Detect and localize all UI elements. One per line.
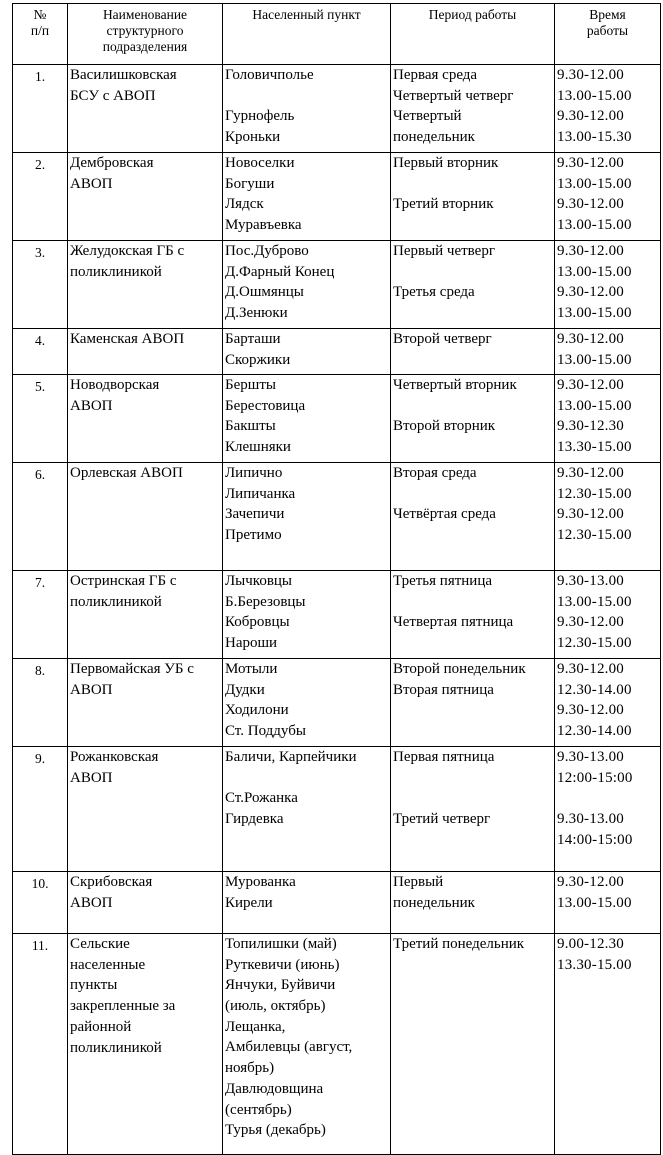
period-cell-line (393, 396, 554, 417)
settlement-cell-line: Претимо (225, 527, 282, 544)
row-number: 3. (13, 241, 68, 329)
time-cell-line: 9.30-12.00 (557, 377, 624, 393)
time-cell-line: 9.30-12.00 (557, 506, 624, 523)
unit-name-line: районной (70, 1018, 132, 1035)
period-cell (391, 65, 555, 153)
settlement-cell-line: Амбилевцы (август, (225, 1039, 353, 1056)
table-row (13, 329, 661, 375)
unit-name-line: поликлиникой (70, 593, 162, 610)
header-period: Период работы (391, 4, 555, 65)
table-row (13, 747, 661, 872)
settlement-cell-line: Кирели (225, 894, 273, 911)
settlement-cell-line: Зачепичи (225, 506, 285, 523)
table-row (13, 241, 661, 329)
settlement-cell-line: Бакшты (225, 418, 276, 435)
settlement-cell (223, 571, 391, 659)
table-row (13, 375, 661, 463)
settlement-cell-line: (июль, октябрь) (225, 998, 326, 1015)
row-number: 1. (13, 65, 68, 153)
time-cell-line: 13.30-15.00 (557, 439, 632, 456)
settlement-cell-line: Д.Фарный Конец (225, 263, 335, 280)
time-cell-line: 9.30-12.00 (557, 155, 624, 171)
settlement-cell-line: Мотыли (225, 661, 278, 677)
unit-name-line: Остринская ГБ с (70, 573, 177, 589)
settlement-cell-line: Гирдевка (225, 811, 284, 828)
time-cell-line: 12.30-15.00 (557, 527, 632, 544)
time-cell-line: 9.30-13.00 (557, 811, 624, 828)
time-cell-line: 13.00-15.00 (557, 894, 632, 911)
settlement-cell (223, 659, 391, 747)
settlement-cell-line: Ходилони (225, 702, 289, 719)
unit-name-line: БСУ с АВОП (70, 87, 156, 104)
table-row (13, 934, 661, 1155)
settlement-cell-line: Муравъевка (225, 217, 302, 234)
row-number: 2. (13, 153, 68, 241)
settlement-cell-line: Топилишки (май) (225, 936, 337, 952)
settlement-cell-line: Лядск (225, 196, 264, 213)
unit-name (68, 934, 223, 1155)
period-cell (391, 571, 555, 659)
settlement-cell-line: Скоржики (225, 351, 291, 368)
unit-name-line: Скрибовская (70, 874, 153, 890)
settlement-cell-line: Д.Ошмянцы (225, 284, 304, 301)
unit-name (68, 659, 223, 747)
time-cell (555, 65, 661, 153)
unit-name (68, 375, 223, 463)
period-cell-line: Второй четверг (393, 331, 492, 347)
unit-name-line: Каменская АВОП (70, 331, 185, 347)
settlement-cell (223, 375, 391, 463)
settlement-cell-line: Б.Березовцы (225, 593, 306, 610)
period-cell-line: Первый (393, 874, 444, 890)
settlement-cell (223, 241, 391, 329)
period-cell-line (393, 215, 554, 236)
settlement-cell-line (225, 768, 390, 789)
settlement-cell-line: Клешняки (225, 439, 291, 456)
time-cell-line: 12:00-15:00 (557, 769, 633, 786)
settlement-cell-line: Гурнофель (225, 108, 295, 125)
settlement-cell-line: Нароши (225, 635, 278, 652)
time-cell-line: 9.00-12.30 (557, 936, 624, 952)
settlement-cell-line (225, 86, 390, 107)
time-cell (555, 934, 661, 1155)
period-cell (391, 329, 555, 375)
settlement-cell-line: Турья (декабрь) (225, 1122, 326, 1139)
settlement-cell-line: Лещанка, (225, 1018, 286, 1035)
time-cell-line: 9.30-13.00 (557, 749, 624, 765)
period-cell-line (393, 592, 554, 613)
time-cell (555, 659, 661, 747)
period-cell (391, 241, 555, 329)
schedule-table (12, 3, 661, 1155)
period-cell (391, 934, 555, 1155)
row-number: 5. (13, 375, 68, 463)
table-row (13, 571, 661, 659)
period-cell-line (393, 262, 554, 283)
time-cell-line: 12.30-14.00 (557, 723, 632, 740)
period-cell-line: понедельник (393, 894, 475, 911)
time-cell (555, 463, 661, 571)
period-cell (391, 872, 555, 934)
settlement-cell (223, 329, 391, 375)
time-cell-line: 9.30-13.00 (557, 573, 624, 589)
settlement-cell (223, 934, 391, 1155)
unit-name-line: Новодворская (70, 377, 160, 393)
period-cell-line: Третья среда (393, 284, 475, 301)
time-cell-line: 13.30-15.00 (557, 956, 632, 973)
period-cell (391, 153, 555, 241)
settlement-cell-line: Головичполье (225, 67, 314, 83)
time-cell-line: 13.00-15.00 (557, 351, 632, 368)
period-cell-line (393, 525, 554, 546)
period-cell-line: Первый четверг (393, 243, 495, 259)
settlement-cell (223, 153, 391, 241)
period-cell-line (393, 437, 554, 458)
time-cell (555, 375, 661, 463)
row-number: 8. (13, 659, 68, 747)
period-cell-line (393, 484, 554, 505)
period-cell-line: Второй вторник (393, 418, 496, 435)
settlement-cell-line: Пос.Дуброво (225, 243, 309, 259)
time-cell (555, 571, 661, 659)
period-cell-line (393, 700, 554, 721)
settlement-cell-line: Берестовица (225, 397, 306, 414)
settlement-cell-line: (сентябрь) (225, 1101, 292, 1118)
settlement-cell-line: Кроньки (225, 129, 281, 146)
row-number: 9. (13, 747, 68, 872)
row-number: 6. (13, 463, 68, 571)
time-cell-line: 9.30-12.00 (557, 243, 624, 259)
time-cell-line: 13.00-15.00 (557, 217, 632, 234)
period-cell-line (393, 633, 554, 654)
time-cell-line: 12.30-14.00 (557, 681, 632, 698)
period-cell-line (393, 721, 554, 742)
period-cell-line: Четвёртая среда (393, 506, 496, 523)
time-cell-line: 14:00-15:00 (557, 831, 633, 848)
time-cell-line: 13.00-15.00 (557, 593, 632, 610)
time-cell-line: 9.30-12.00 (557, 661, 624, 677)
settlement-cell-line: Барташи (225, 331, 281, 347)
period-cell-line: Второй понедельник (393, 661, 526, 677)
table-row (13, 659, 661, 747)
unit-name-line: АВОП (70, 894, 113, 911)
period-cell-line: Первая среда (393, 67, 478, 83)
settlement-cell-line: ноябрь) (225, 1060, 275, 1077)
unit-name (68, 65, 223, 153)
settlement-cell-line: Липичанка (225, 485, 296, 502)
row-number: 11. (13, 934, 68, 1155)
row-number: 7. (13, 571, 68, 659)
time-cell-line: 12.30-15.00 (557, 485, 632, 502)
settlement-cell-line: Давлюдовщина (225, 1080, 324, 1097)
period-cell-line: Первый вторник (393, 155, 499, 171)
unit-name (68, 241, 223, 329)
unit-name-line: Василишковская (70, 67, 177, 83)
settlement-cell-line: Янчуки, Буйвичи (225, 977, 336, 994)
unit-name-line: поликлиникой (70, 1039, 162, 1056)
time-cell-line: 13.00-15.00 (557, 305, 632, 322)
time-cell-line: 9.30-12.00 (557, 67, 624, 83)
settlement-cell-line: Липично (225, 465, 283, 481)
row-number: 4. (13, 329, 68, 375)
settlement-cell-line: Новоселки (225, 155, 295, 171)
period-cell-line: Вторая пятница (393, 681, 494, 698)
time-cell-line (557, 788, 660, 809)
header-num: № п/п (13, 4, 68, 65)
period-cell-line (393, 174, 554, 195)
settlement-cell-line: Лычковцы (225, 573, 293, 589)
settlement-cell-line: Руткевичи (июнь) (225, 956, 340, 973)
unit-name (68, 872, 223, 934)
row-number: 10. (13, 872, 68, 934)
table-row (13, 463, 661, 571)
time-cell-line: 9.30-12.00 (557, 465, 624, 481)
period-cell-line: Первая пятница (393, 749, 495, 765)
period-cell-line (393, 350, 554, 371)
unit-name-line: населенные (70, 956, 146, 973)
settlement-cell-line: Д.Зенюки (225, 305, 288, 322)
settlement-cell-line: Ст.Рожанка (225, 790, 298, 807)
time-cell-line: 9.30-12.00 (557, 702, 624, 719)
time-cell-line: 9.30-12.30 (557, 418, 624, 435)
period-cell-line: Четвертая пятница (393, 614, 514, 631)
time-cell-line: 9.30-12.00 (557, 284, 624, 301)
period-cell-line (393, 788, 554, 809)
period-cell (391, 375, 555, 463)
unit-name-line: АВОП (70, 769, 113, 786)
time-cell (555, 747, 661, 872)
period-cell (391, 747, 555, 872)
unit-name (68, 571, 223, 659)
time-cell-line: 13.00-15.00 (557, 175, 632, 192)
period-cell-line: Третий понедельник (393, 936, 525, 952)
period-cell (391, 659, 555, 747)
period-cell (391, 463, 555, 571)
unit-name-line: АВОП (70, 681, 113, 698)
unit-name-line: закрепленные за (70, 998, 176, 1015)
unit-name-line: АВОП (70, 175, 113, 192)
time-cell-line: 13.00-15.00 (557, 87, 632, 104)
period-cell-line: понедельник (393, 129, 475, 146)
header-row (13, 4, 661, 65)
time-cell (555, 872, 661, 934)
settlement-cell (223, 463, 391, 571)
time-cell-line: 9.30-12.00 (557, 331, 624, 347)
table-row (13, 153, 661, 241)
time-cell (555, 153, 661, 241)
unit-name (68, 747, 223, 872)
time-cell-line: 13.00-15.00 (557, 397, 632, 414)
unit-name-line: пункты (70, 977, 118, 994)
settlement-cell-line: Дудки (225, 681, 265, 698)
time-cell-line: 13.00-15.00 (557, 263, 632, 280)
period-cell-line: Четвертый четверг (393, 87, 514, 104)
unit-name (68, 329, 223, 375)
unit-name-line: АВОП (70, 397, 113, 414)
table-row (13, 65, 661, 153)
settlement-cell-line: Богуши (225, 175, 275, 192)
period-cell-line: Третий вторник (393, 196, 494, 213)
header-settlement: Населенный пункт (223, 4, 391, 65)
unit-name-line: Желудокская ГБ с (70, 243, 185, 259)
settlement-cell-line: Ст. Поддубы (225, 723, 306, 740)
settlement-cell (223, 872, 391, 934)
time-cell-line: 13.00-15.30 (557, 129, 632, 146)
header-time: Время работы (555, 4, 661, 65)
settlement-cell-line: Бершты (225, 377, 276, 393)
time-cell-line: 9.30-12.00 (557, 614, 624, 631)
period-cell-line: Третий четверг (393, 811, 491, 828)
table-row (13, 872, 661, 934)
header-name: Наименование структурного подразделения (68, 4, 223, 65)
settlement-cell-line: Кобровцы (225, 614, 290, 631)
unit-name-line: Дембровская (70, 155, 154, 171)
period-cell-line: Вторая среда (393, 465, 477, 481)
time-cell-line: 12.30-15.00 (557, 635, 632, 652)
period-cell-line: Четвертый вторник (393, 377, 517, 393)
settlement-cell (223, 65, 391, 153)
time-cell-line: 9.30-12.00 (557, 874, 624, 890)
settlement-cell-line: Мурованка (225, 874, 296, 890)
unit-name-line: поликлиникой (70, 263, 162, 280)
time-cell-line: 9.30-12.00 (557, 196, 624, 213)
period-cell-line: Третья пятница (393, 573, 493, 589)
period-cell-line: Четвертый (393, 108, 462, 125)
unit-name (68, 463, 223, 571)
period-cell-line (393, 303, 554, 324)
time-cell (555, 241, 661, 329)
settlement-cell-line: Баличи, Карпейчики (225, 749, 357, 765)
unit-name-line: Сельские (70, 936, 130, 952)
settlement-cell (223, 747, 391, 872)
unit-name (68, 153, 223, 241)
unit-name-line: Рожанковская (70, 749, 159, 765)
unit-name-line: Первомайская УБ с (70, 661, 194, 677)
time-cell-line: 9.30-12.00 (557, 108, 624, 125)
time-cell (555, 329, 661, 375)
period-cell-line (393, 768, 554, 789)
unit-name-line: Орлевская АВОП (70, 465, 183, 481)
